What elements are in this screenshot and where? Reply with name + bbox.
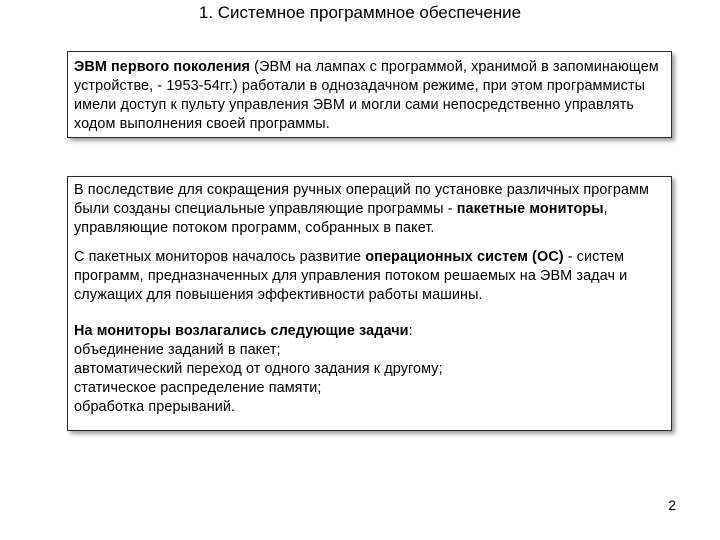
monitor-task-item: обработка прерываний. <box>74 399 236 415</box>
first-generation-description: (ЭВМ на лампах с программой, хранимой в запоминающем устройстве, - 1953-54гг.) работали в однозадачном режиме, при этом программисты имели доступ к пульту управления ЭВМ и могли сами непосредственно управлять ходом выполнения своей программы. <box>74 59 659 132</box>
monitor-task-item: объединение заданий в пакет; <box>74 342 281 358</box>
monitor-tasks-heading-colon: : <box>408 323 413 339</box>
first-generation-text <box>74 58 665 134</box>
os-term: операционных систем (ОС) <box>365 249 564 265</box>
monitor-task-item: статическое распределение памяти; <box>74 380 322 396</box>
os-text-before: С пакетных мониторов началось развитие <box>74 249 366 265</box>
monitor-tasks-paragraph <box>74 322 665 417</box>
batch-monitors-text-before: В последствие для сокращения ручных операций по установке различных программ были созданы специальные управляющие программы - <box>74 182 650 217</box>
slide-title: 1. Системное программное обеспечение <box>198 3 522 22</box>
batch-monitors-term: пакетные мониторы <box>456 201 604 217</box>
os-development-paragraph <box>74 248 665 305</box>
monitor-task-item: автоматический переход от одного задания к другому; <box>74 361 443 377</box>
first-generation-heading: ЭВМ первого поколения <box>74 59 251 75</box>
monitor-tasks-heading: На мониторы возлагались следующие задачи <box>74 323 409 339</box>
first-generation-box <box>67 51 672 138</box>
batch-monitors-box <box>67 176 672 431</box>
os-text-after: - систем программ, предназначенных для управления потоком решаемых на ЭВМ задач и служащих для повышения эффективности работы машины. <box>74 249 628 303</box>
page-number: 2 <box>668 497 676 513</box>
batch-monitors-text-after: , управляющие потоком программ, собранных в пакет. <box>74 201 608 236</box>
batch-monitors-paragraph <box>74 181 665 238</box>
